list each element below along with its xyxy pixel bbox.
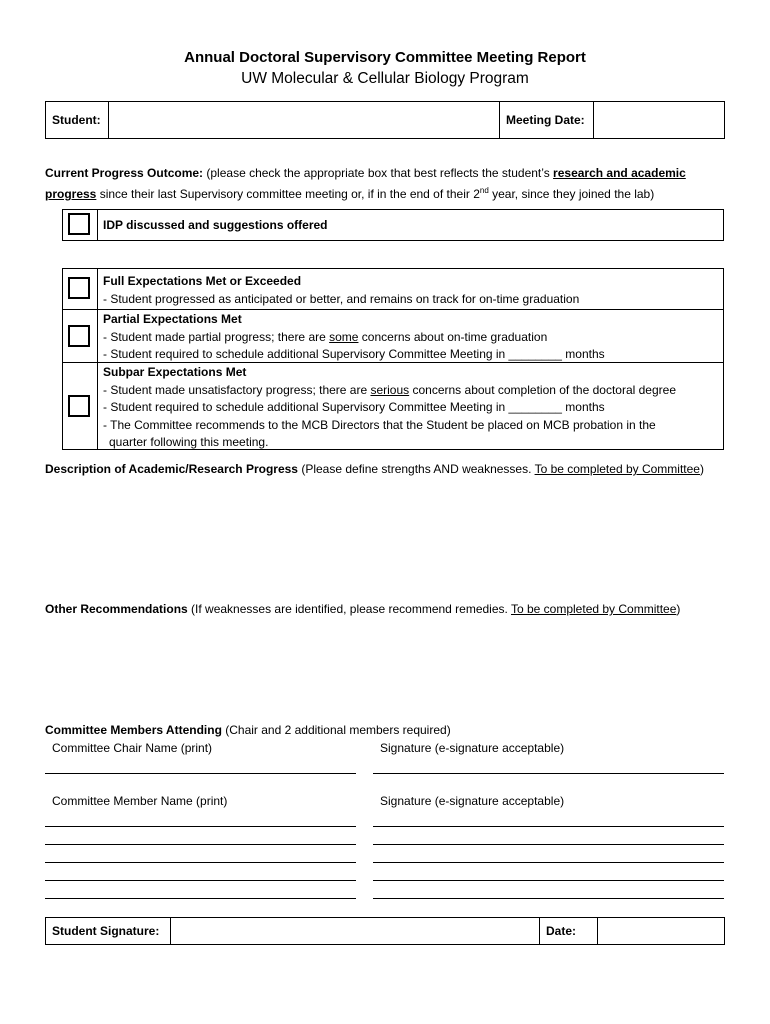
options-separator-1 bbox=[62, 309, 724, 310]
document-title: Annual Doctoral Supervisory Committee Meeting Report bbox=[184, 49, 586, 66]
progress-intro-underlined-1: research and academic bbox=[553, 166, 686, 180]
member-signature-line[interactable] bbox=[373, 826, 724, 827]
description-underlined: To be completed by Committee bbox=[534, 462, 700, 476]
option-line: quarter following this meeting. bbox=[109, 435, 269, 449]
description-field[interactable] bbox=[45, 482, 725, 592]
member-name-line[interactable] bbox=[45, 880, 356, 881]
chair-signature-line[interactable] bbox=[373, 773, 724, 774]
member-name-line[interactable] bbox=[45, 898, 356, 899]
option-line: - Student progressed as anticipated or better, and remains on track for on-time graduation bbox=[103, 291, 580, 306]
recommendations-text: (If weaknesses are identified, please recommend remedies. bbox=[187, 602, 511, 616]
progress-intro-superscript: nd bbox=[479, 186, 489, 195]
committee-heading-line bbox=[45, 722, 745, 739]
option-line bbox=[103, 329, 605, 347]
partial-expectations-checkbox[interactable] bbox=[68, 325, 90, 347]
option-line-text: concerns about completion of the doctoral degree bbox=[409, 382, 676, 397]
option-heading: Full Expectations Met or Exceeded bbox=[103, 274, 302, 288]
option-subpar-expectations bbox=[103, 364, 676, 452]
member-name-line[interactable] bbox=[45, 862, 356, 863]
full-expectations-checkbox[interactable] bbox=[68, 277, 90, 299]
recommendations-field[interactable] bbox=[45, 622, 725, 717]
member-signature-line[interactable] bbox=[373, 862, 724, 863]
description-heading-line bbox=[45, 461, 745, 478]
recommendations-text-end: ) bbox=[676, 602, 681, 616]
option-line: - The Committee recommends to the MCB Directors that the Student be placed on MCB probation in the bbox=[103, 417, 656, 432]
description-text-end: ) bbox=[699, 462, 704, 476]
option-full-expectations bbox=[103, 273, 579, 308]
date-field[interactable] bbox=[598, 918, 725, 945]
description-text: (Please define strengths AND weaknesses. bbox=[297, 462, 535, 476]
progress-intro bbox=[45, 165, 735, 203]
progress-intro-underlined-2: progress bbox=[45, 187, 97, 201]
document-subtitle: UW Molecular & Cellular Biology Program bbox=[241, 70, 529, 87]
recommendations-heading: Other Recommendations bbox=[45, 602, 188, 616]
meeting-date-label: Meeting Date: bbox=[500, 102, 594, 139]
subpar-expectations-checkbox[interactable] bbox=[68, 395, 90, 417]
idp-checkbox[interactable] bbox=[68, 213, 90, 235]
progress-intro-text-3: year, since they joined the lab) bbox=[488, 187, 655, 201]
option-heading: Partial Expectations Met bbox=[103, 312, 242, 326]
student-label: Student: bbox=[46, 102, 109, 139]
member-signature-line[interactable] bbox=[373, 844, 724, 845]
options-divider bbox=[97, 268, 98, 450]
option-line-text: concerns about on-time graduation bbox=[358, 329, 548, 344]
member-name-line[interactable] bbox=[45, 826, 356, 827]
option-heading: Subpar Expectations Met bbox=[103, 365, 247, 379]
chair-name-line[interactable] bbox=[45, 773, 356, 774]
option-line-text: - Student made unsatisfactory progress; there are bbox=[103, 382, 371, 397]
member-signature-line[interactable] bbox=[373, 898, 724, 899]
description-heading: Description of Academic/Research Progress bbox=[45, 462, 298, 476]
recommendations-underlined: To be completed by Committee bbox=[510, 602, 677, 616]
member-signature-label: Signature (e-signature acceptable) bbox=[380, 794, 565, 808]
member-name-line[interactable] bbox=[45, 844, 356, 845]
chair-name-label: Committee Chair Name (print) bbox=[52, 741, 213, 755]
progress-heading: Current Progress Outcome: bbox=[45, 166, 204, 180]
option-line: - Student required to schedule additional Supervisory Committee Meeting in ________ months bbox=[103, 400, 605, 414]
option-line: - Student required to schedule additional Supervisory Committee Meeting in ________ months bbox=[103, 347, 605, 361]
option-partial-expectations bbox=[103, 311, 605, 364]
committee-heading-note: (Chair and 2 additional members required) bbox=[221, 723, 451, 737]
member-signature-line[interactable] bbox=[373, 880, 724, 881]
option-line-underlined: some bbox=[329, 329, 359, 344]
member-name-label: Committee Member Name (print) bbox=[52, 794, 228, 808]
option-line-text: - Student made partial progress; there are bbox=[103, 329, 330, 344]
chair-signature-label: Signature (e-signature acceptable) bbox=[380, 741, 565, 755]
meeting-date-field[interactable] bbox=[594, 102, 725, 139]
student-signature-table bbox=[45, 917, 725, 945]
progress-intro-text-1: (please check the appropriate box that best reflects the student’s bbox=[203, 166, 554, 180]
option-line-underlined: serious bbox=[370, 382, 410, 397]
idp-label: IDP discussed and suggestions offered bbox=[103, 218, 328, 232]
option-line bbox=[103, 382, 676, 400]
student-field[interactable] bbox=[109, 102, 500, 139]
student-signature-label: Student Signature: bbox=[46, 918, 171, 945]
recommendations-heading-line bbox=[45, 601, 745, 618]
progress-intro-text-2: since their last Supervisory committee meeting or, if in the end of their 2 bbox=[96, 187, 480, 201]
student-info-table bbox=[45, 101, 725, 139]
idp-divider bbox=[97, 209, 98, 241]
date-label: Date: bbox=[540, 918, 598, 945]
committee-heading: Committee Members Attending bbox=[45, 723, 222, 737]
student-signature-field[interactable] bbox=[171, 918, 540, 945]
